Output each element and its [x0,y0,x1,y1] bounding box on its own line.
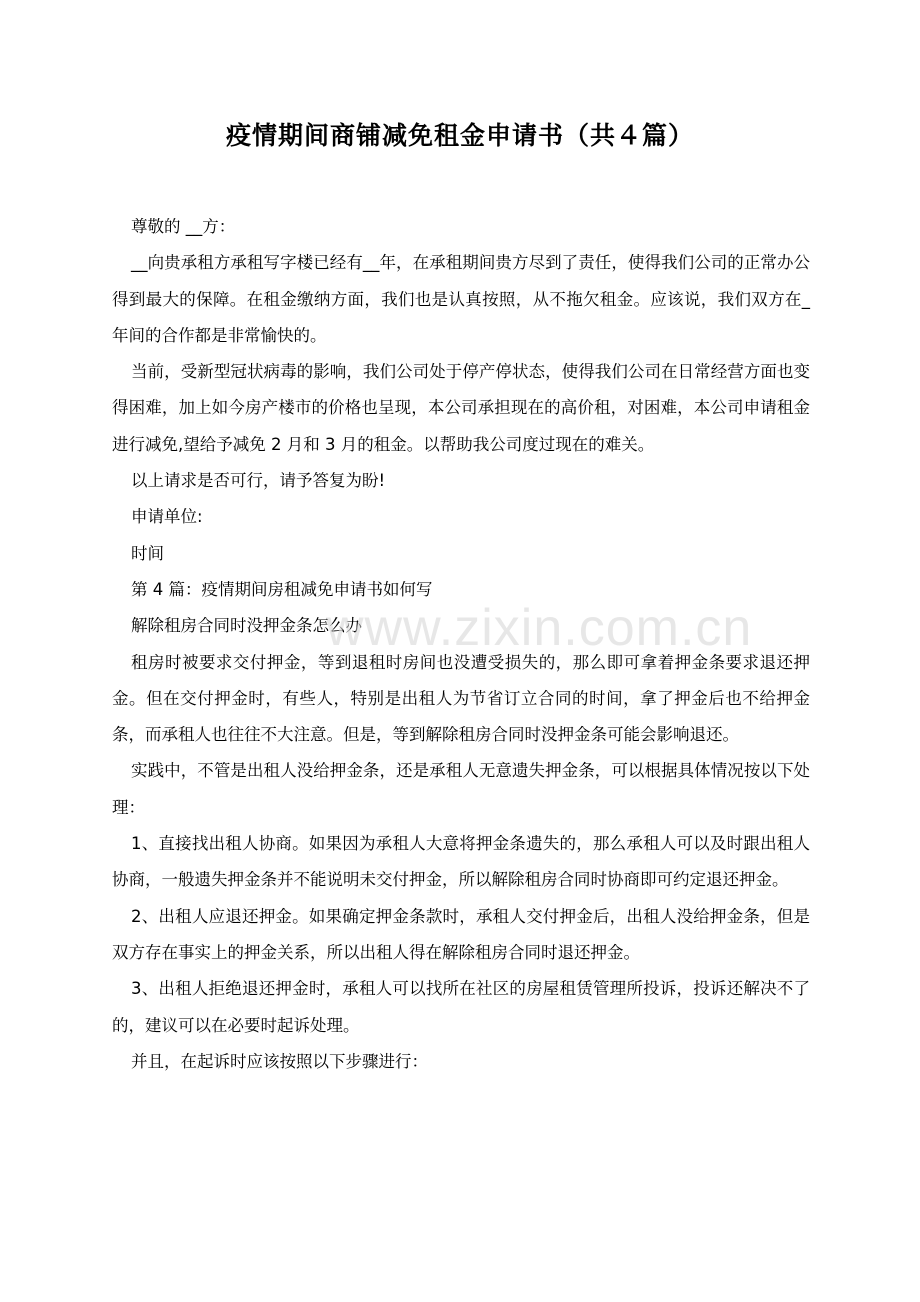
paragraph: 并且，在起诉时应该按照以下步骤进行： [131,1051,428,1071]
applicant-line: 申请单位: [131,507,203,527]
document-title: 疫情期间商铺减免租金申请书（共４篇） [225,121,694,150]
list-item: 3、出租人拒绝退还押金时，承租人可以找所在社区的房屋租赁管理所投诉，投诉还解决不了的，建议可以在必要时起诉处理。 [112,979,810,1035]
list-item: 1、直接找出租人协商。如果因为承租人大意将押金条遗失的，那么承租人可以及时跟出租人协商，一般遗失押金条并不能说明未交付押金，所以解除租房合同时协商即可约定退还押金。 [112,834,810,890]
date-line: 时间 [131,543,164,563]
paragraph: __向贵承租方承租写字楼已经有__年，在承租期间贵方尽到了责任，使得我们公司的正常办公得到最大的保障。在租金缴纳方面，我们也是认真按照，从不拖欠租金。应该说，我们双方在_年间的合作都是非常愉快的。 [112,253,810,345]
subheading: 解除租房合同时没押金条怎么办 [131,616,362,636]
paragraph: 租房时被要求交付押金，等到退租时房间也没遭受损失的，那么即可拿着押金条要求退还押金。但在交付押金时，有些人，特别是出租人为节省订立合同的时间，拿了押金后也不给押金条，而承租人也往往不大注意。但是，等到解除租房合同时没押金条可能会影响退还。 [112,652,810,745]
salutation: 尊敬的 __方： [131,217,236,236]
document-body [112,209,810,1080]
watermark: www.zixin.com.cn [326,599,753,657]
paragraph: 实践中，不管是出租人没给押金条，还是承租人无意遗失押金条，可以根据具体情况按以下处理： [112,761,810,817]
paragraph: 当前，受新型冠状病毒的影响，我们公司处于停产停状态，使得我们公司在日常经营方面也变得困难，加上如今房产楼市的价格也呈现，本公司承担现在的高价租，对困难，本公司申请租金进行减免,望给予减免 2 月和 3 月的租金。以帮助我公司度过现在的难关。 [112,362,810,454]
list-item: 2、出租人应退还押金。如果确定押金条款时，承租人交付押金后，出租人没给押金条，但是双方存在事实上的押金关系，所以出租人得在解除租房合同时退还押金。 [112,906,810,962]
section-heading: 第 4 篇：疫情期间房租减免申请书如何写 [131,579,433,599]
paragraph: 以上请求是否可行，请予答复为盼! [131,471,386,491]
